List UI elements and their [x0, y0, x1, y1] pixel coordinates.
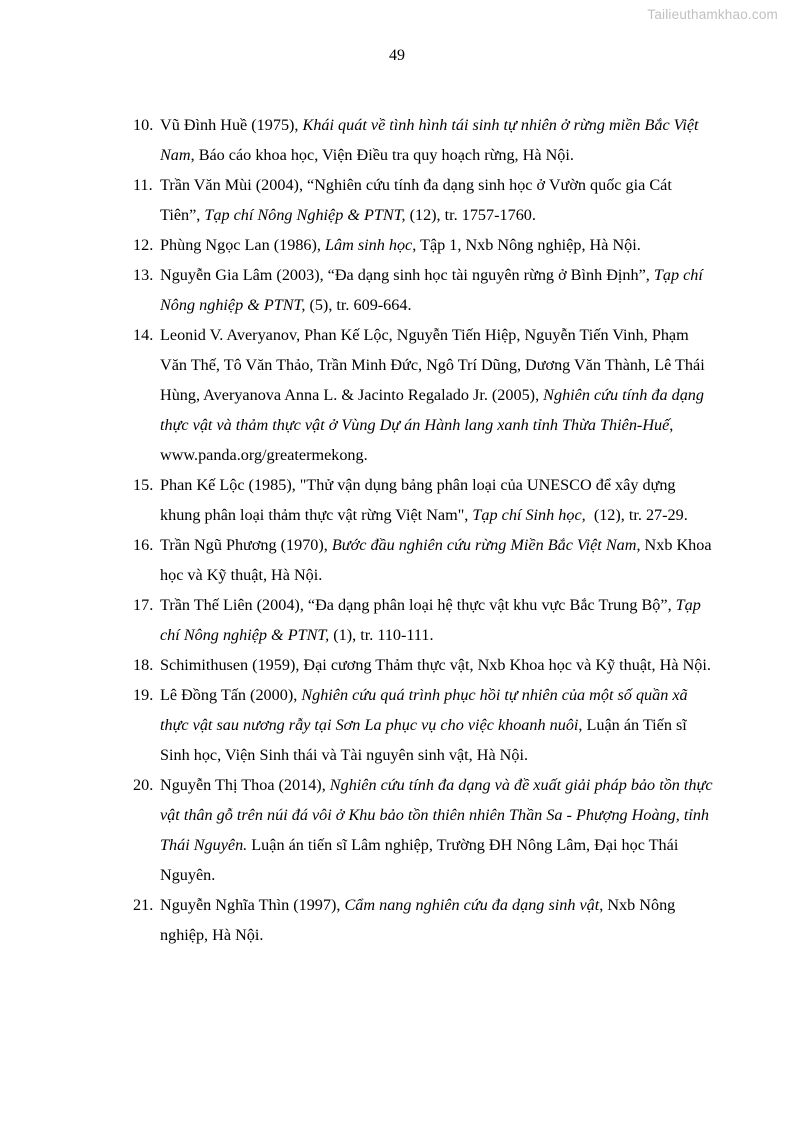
reference-number: 15.: [133, 476, 154, 494]
reference-title-italic: Tạp chí Nông nghiệp & PTNT,: [160, 596, 705, 644]
reference-number: 12.: [133, 236, 154, 254]
reference-number: 13.: [133, 266, 154, 284]
reference-number: 10.: [133, 116, 154, 134]
reference-text-roman: Schimithusen (1959), Đại cương Thảm thực vật, Nxb Khoa học và Kỹ thuật, Hà Nội.: [160, 656, 711, 674]
reference-number: 20.: [133, 776, 154, 794]
reference-title-italic: Nghiên cứu tính đa dạng và đề xuất giải pháp bảo tồn thực vật thân gỗ trên núi đá vôi ở Khu bảo tồn thiên nhiên Thần Sa - Phượng Hoàng, tỉnh Thái Nguyên.: [160, 776, 717, 854]
reference-number: 16.: [133, 536, 154, 554]
reference-text: [160, 320, 713, 470]
reference-title-italic: Tạp chí Nông Nghiệp & PTNT,: [204, 206, 406, 224]
reference-text-roman: , Báo cáo khoa học, Viện Điều tra quy hoạch rừng, Hà Nội.: [190, 146, 574, 164]
reference-text: [160, 530, 716, 590]
reference-text-roman: Phùng Ngọc Lan (1986),: [160, 236, 325, 254]
reference-number: 19.: [133, 686, 154, 704]
reference-text-roman: Lê Đồng Tấn (2000),: [160, 686, 302, 704]
reference-item: [133, 590, 713, 650]
reference-text-roman: Vũ Đình Huề (1975),: [160, 116, 303, 134]
reference-item: [133, 650, 713, 680]
reference-item: [133, 110, 713, 170]
reference-text: [160, 680, 713, 770]
reference-text-roman: , Luận án Tiến sĩ Sinh học, Viện Sinh thái và Tài nguyên sinh vật, Hà Nội.: [160, 716, 691, 764]
reference-number: 17.: [133, 596, 154, 614]
reference-text: [160, 770, 717, 890]
reference-text-roman: Nguyễn Nghĩa Thìn (1997),: [160, 896, 345, 914]
reference-title-italic: Nghiên cứu quá trình phục hồi tự nhiên của một số quần xã thực vật sau nương rẫy tại Sơn La phục vụ cho việc khoanh nuôi: [160, 686, 692, 734]
reference-title-italic: Tạp chí Sinh học,: [472, 506, 586, 524]
reference-text-roman: Nguyễn Gia Lâm (2003), “Đa dạng sinh học tài nguyên rừng ở Bình Định”,: [160, 266, 654, 284]
reference-text-roman: Phan Kế Lộc (1985), "Thử vận dụng bảng phân loại của UNESCO để xây dựng khung phân loại thảm thực vật rừng Việt Nam",: [160, 476, 680, 524]
reference-text-roman: (1), tr. 110-111.: [329, 626, 434, 644]
reference-number: 21.: [133, 896, 154, 914]
site-watermark: Tailieuthamkhao.com: [647, 7, 778, 22]
reference-text-roman: Trần Văn Mùi (2004), “Nghiên cứu tính đa dạng sinh học ở Vườn quốc gia Cát Tiên”,: [160, 176, 676, 224]
reference-text: [160, 110, 713, 170]
reference-text: [160, 230, 713, 260]
reference-number: 14.: [133, 326, 154, 344]
reference-text: [160, 170, 713, 230]
reference-text: [160, 470, 713, 530]
reference-item: [133, 470, 713, 530]
reference-text-roman: Luận án tiến sĩ Lâm nghiệp, Trường ĐH Nông Lâm, Đại học Thái Nguyên.: [160, 836, 683, 884]
reference-item: [133, 230, 713, 260]
reference-item: [133, 320, 713, 470]
reference-text: [160, 650, 713, 680]
reference-text-roman: , Tập 1, Nxb Nông nghiệp, Hà Nội.: [412, 236, 641, 254]
reference-text-roman: , Nxb Nông nghiệp, Hà Nội.: [160, 896, 680, 944]
reference-text: [160, 890, 713, 950]
reference-text: [160, 590, 713, 650]
reference-title-italic: Nghiên cứu tính đa dạng thực vật và thảm thực vật ở Vùng Dự án Hành lang xanh tỉnh Thừa Thiên-Huế: [160, 386, 709, 434]
reference-text-roman: Trần Ngũ Phương (1970),: [160, 536, 332, 554]
reference-item: [133, 770, 717, 890]
reference-text-roman: Nguyễn Thị Thoa (2014),: [160, 776, 330, 794]
reference-text-roman: (12), tr. 27-29.: [585, 506, 688, 524]
reference-title-italic: Bước đầu nghiên cứu rừng Miền Bắc Việt Nam: [331, 536, 637, 554]
reference-item: [133, 530, 716, 590]
reference-number: 18.: [133, 656, 154, 674]
reference-text-roman: , www.panda.org/greatermekong.: [160, 416, 678, 464]
reference-text-roman: Trần Thế Liên (2004), “Đa dạng phân loại hệ thực vật khu vực Bắc Trung Bộ”,: [160, 596, 676, 614]
reference-title-italic: Cẩm nang nghiên cứu đa dạng sinh vật: [344, 896, 600, 914]
reference-item: [133, 890, 713, 950]
reference-item: [133, 260, 713, 320]
reference-title-italic: Tạp chí Nông nghiệp & PTNT,: [160, 266, 707, 314]
reference-number: 11.: [133, 176, 153, 194]
reference-list: [133, 110, 717, 950]
reference-text-roman: (12), tr. 1757-1760.: [405, 206, 536, 224]
reference-text-roman: (5), tr. 609-664.: [305, 296, 412, 314]
reference-title-italic: Lâm sinh học: [325, 236, 413, 254]
reference-item: [133, 680, 713, 770]
page-number: 49: [389, 47, 405, 64]
reference-text-roman: Leonid V. Averyanov, Phan Kế Lộc, Nguyễn Tiến Hiệp, Nguyễn Tiến Vinh, Phạm Văn Thế, Tô Văn Thảo, Trần Minh Đức, Ngô Trí Dũng, Dương Văn Thành, Lê Thái Hùng, Averyanova Anna L. & Jacinto Regalado Jr. (2005),: [160, 326, 709, 404]
reference-item: [133, 170, 713, 230]
reference-text: [160, 260, 713, 320]
reference-text-roman: , Nxb Khoa học và Kỹ thuật, Hà Nội.: [160, 536, 716, 584]
reference-title-italic: Khái quát về tình hình tái sinh tự nhiên ở rừng miền Bắc Việt Nam: [160, 116, 703, 164]
